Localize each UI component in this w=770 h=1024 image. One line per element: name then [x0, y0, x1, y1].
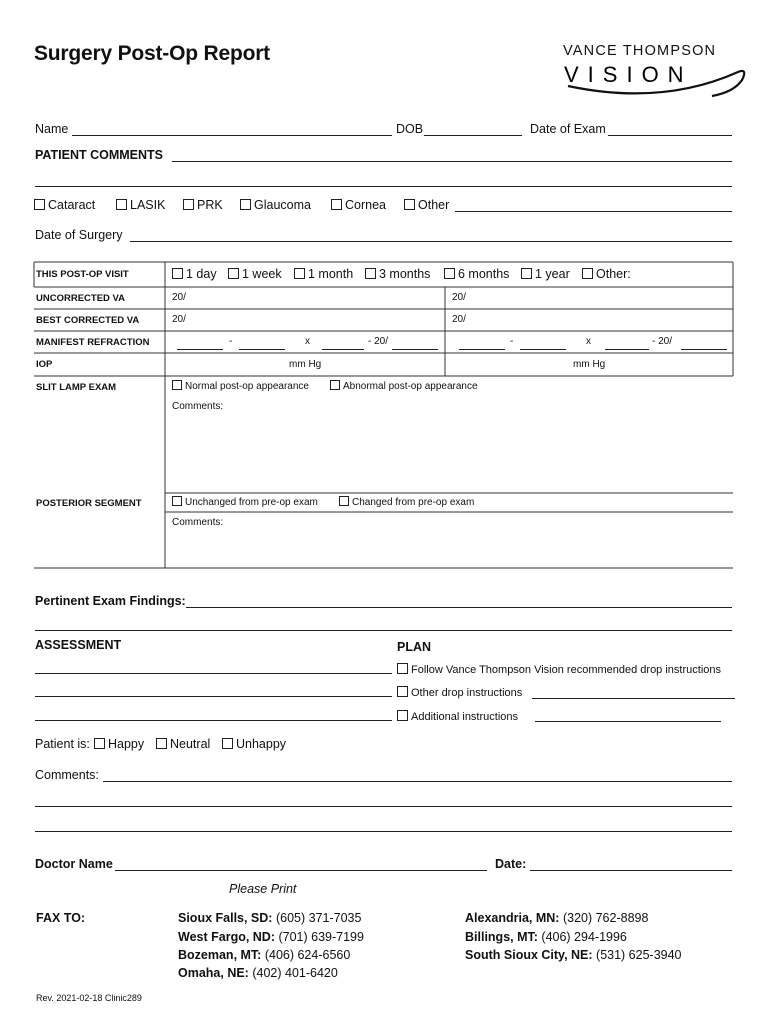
uncorrected-va-od[interactable]: 20/	[172, 292, 186, 303]
manifest-od-sphere[interactable]	[177, 349, 223, 350]
comments-line-3[interactable]	[35, 831, 732, 832]
procedure-lasik[interactable]: LASIK	[116, 198, 165, 212]
manifest-os-va[interactable]	[681, 349, 727, 350]
fax-location: Omaha, NE: (402) 401-6420	[178, 966, 338, 980]
checkbox-icon	[397, 710, 408, 721]
assessment-line-1[interactable]	[35, 673, 392, 674]
checkbox-icon	[222, 738, 233, 749]
findings-label: Pertinent Exam Findings:	[35, 594, 186, 608]
checkbox-icon	[94, 738, 105, 749]
fax-to-label: FAX TO:	[36, 911, 86, 925]
procedure-cataract[interactable]: Cataract	[34, 198, 95, 212]
patient-neutral-option[interactable]: Neutral	[156, 737, 210, 751]
page-title: Surgery Post-Op Report	[34, 42, 270, 65]
slit-abnormal-option[interactable]: Abnormal post-op appearance	[330, 380, 478, 392]
plan-follow-option[interactable]: Follow Vance Thompson Vision recommended drop instructions	[397, 663, 721, 676]
checkbox-icon	[365, 268, 376, 279]
doctor-date-field[interactable]	[530, 870, 732, 871]
checkbox-icon	[444, 268, 455, 279]
manifest-refraction-label: MANIFEST REFRACTION	[36, 337, 150, 348]
procedure-cornea[interactable]: Cornea	[331, 198, 386, 212]
visit-option-1-day[interactable]: 1 day	[172, 267, 217, 281]
findings-field[interactable]	[186, 607, 732, 608]
checkbox-icon	[397, 663, 408, 674]
fax-location: West Fargo, ND: (701) 639-7199	[178, 930, 364, 944]
fax-location: Billings, MT: (406) 294-1996	[465, 930, 627, 944]
manifest-od-x: x	[305, 336, 310, 347]
procedure-prk[interactable]: PRK	[183, 198, 223, 212]
checkbox-icon	[582, 268, 593, 279]
manifest-od-dash: -	[229, 336, 233, 347]
manifest-od-suffix: - 20/	[368, 336, 389, 347]
checkbox-icon	[172, 496, 182, 506]
exam-date-label: Date of Exam	[530, 122, 606, 136]
patient-comments-label: PATIENT COMMENTS	[35, 148, 164, 162]
uncorrected-va-os[interactable]: 20/	[452, 292, 466, 303]
plan-additional-field[interactable]	[535, 721, 721, 722]
plan-additional-option[interactable]: Additional instructions	[397, 710, 518, 723]
patient-is-label: Patient is:	[35, 737, 90, 751]
checkbox-icon	[228, 268, 239, 279]
findings-line-2[interactable]	[35, 630, 732, 631]
procedure-other[interactable]: Other	[404, 198, 449, 212]
visit-option-6-months[interactable]: 6 months	[444, 267, 509, 281]
manifest-os-x: x	[586, 336, 591, 347]
doctor-name-label: Doctor Name	[35, 857, 113, 871]
manifest-os-dash: -	[510, 336, 514, 347]
plan-label: PLAN	[397, 640, 432, 654]
fax-location: Alexandria, MN: (320) 762-8898	[465, 911, 649, 925]
manifest-od-cyl[interactable]	[239, 349, 285, 350]
checkbox-icon	[521, 268, 532, 279]
checkbox-icon	[156, 738, 167, 749]
please-print-note: Please Print	[229, 882, 297, 896]
patient-happy-option[interactable]: Happy	[94, 737, 144, 751]
checkbox-icon	[172, 380, 182, 390]
iop-label: IOP	[36, 359, 53, 370]
checkbox-icon	[397, 686, 408, 697]
doctor-date-label: Date:	[495, 857, 527, 871]
logo-vision-text: VISION	[564, 62, 693, 87]
footer-revision: Rev. 2021-02-18 Clinic289	[36, 993, 142, 1003]
slit-comments-label: Comments:	[172, 401, 224, 412]
plan-other-drops-option[interactable]: Other drop instructions	[397, 686, 522, 699]
checkbox-icon	[330, 380, 340, 390]
comments-label: Comments:	[35, 768, 99, 782]
best-corrected-va-os[interactable]: 20/	[452, 314, 466, 325]
fax-location: Sioux Falls, SD: (605) 371-7035	[178, 911, 362, 925]
visit-option-other[interactable]: Other:	[582, 267, 631, 281]
manifest-os-suffix: - 20/	[652, 336, 673, 347]
comments-field[interactable]	[103, 781, 732, 782]
patient-unhappy-option[interactable]: Unhappy	[222, 737, 286, 751]
fax-location: Bozeman, MT: (406) 624-6560	[178, 948, 351, 962]
plan-other-drops-field[interactable]	[532, 698, 735, 699]
visit-option-1-year[interactable]: 1 year	[521, 267, 570, 281]
assessment-label: ASSESSMENT	[35, 638, 122, 652]
manifest-os-sphere[interactable]	[459, 349, 505, 350]
checkbox-icon	[294, 268, 305, 279]
assessment-line-2[interactable]	[35, 696, 392, 697]
manifest-od-va[interactable]	[392, 349, 438, 350]
manifest-od-axis[interactable]	[322, 349, 364, 350]
uncorrected-va-label: UNCORRECTED VA	[36, 293, 126, 304]
logo-text-top: VANCE THOMPSON	[563, 43, 717, 59]
visit-label: THIS POST-OP VISIT	[36, 269, 129, 280]
posterior-segment-label: POSTERIOR SEGMENT	[36, 498, 142, 509]
posterior-unchanged-option[interactable]: Unchanged from pre-op exam	[172, 496, 318, 508]
visit-option-1-week[interactable]: 1 week	[228, 267, 282, 281]
checkbox-icon	[172, 268, 183, 279]
manifest-os-axis[interactable]	[605, 349, 649, 350]
fax-location: South Sioux City, NE: (531) 625-3940	[465, 948, 682, 962]
visit-option-1-month[interactable]: 1 month	[294, 267, 353, 281]
assessment-line-3[interactable]	[35, 720, 392, 721]
iop-os-unit[interactable]: mm Hg	[573, 359, 606, 370]
best-corrected-va-od[interactable]: 20/	[172, 314, 186, 325]
surgery-date-label: Date of Surgery	[35, 228, 123, 242]
checkbox-icon	[339, 496, 349, 506]
iop-od-unit[interactable]: mm Hg	[289, 359, 322, 370]
manifest-os-cyl[interactable]	[520, 349, 566, 350]
comments-line-2[interactable]	[35, 806, 732, 807]
procedure-glaucoma[interactable]: Glaucoma	[240, 198, 311, 212]
doctor-name-field[interactable]	[115, 870, 487, 871]
name-label: Name	[35, 122, 69, 136]
best-corrected-va-label: BEST CORRECTED VA	[36, 315, 140, 326]
posterior-comments-label: Comments:	[172, 517, 224, 528]
dob-label: DOB	[396, 122, 424, 136]
slit-normal-option[interactable]: Normal post-op appearance	[172, 380, 309, 392]
slit-lamp-label: SLIT LAMP EXAM	[36, 382, 117, 393]
posterior-changed-option[interactable]: Changed from pre-op exam	[339, 496, 474, 508]
visit-option-3-months[interactable]: 3 months	[365, 267, 430, 281]
